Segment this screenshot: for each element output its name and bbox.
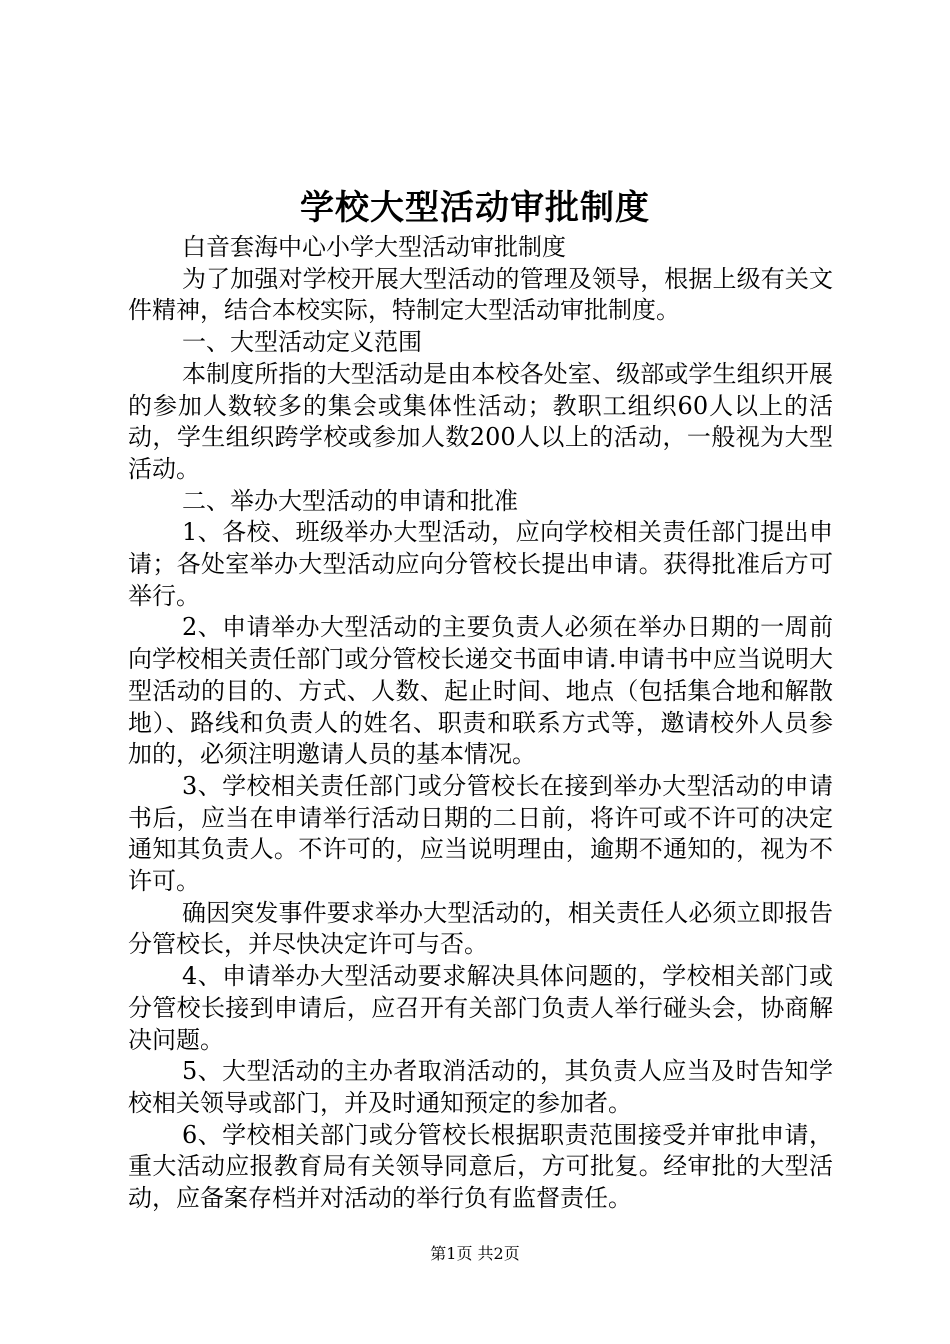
paragraph-rule-1: 1、各校、班级举办大型活动，应向学校相关责任部门提出申请；各处室举办大型活动应向分管校长提出申请。获得批准后方可举行。 bbox=[128, 518, 833, 610]
document-title: 学校大型活动审批制度 bbox=[300, 188, 650, 228]
paragraph-rule-6: 6、学校相关部门或分管校长根据职责范围接受并审批申请，重大活动应报教育局有关领导同意后，方可批复。经审批的大型活动，应备案存档并对活动的举行负有监督责任。 bbox=[128, 1120, 833, 1213]
paragraph-school-name: 白音套海中心小学大型活动审批制度 bbox=[182, 233, 566, 261]
paragraph-rule-2: 2、申请举办大型活动的主要负责人必须在举办日期的一周前向学校相关责任部门或分管校长递交书面申请.申请书中应当说明大型活动的目的、方式、人数、起止时间、地点（包括集合地和解散地）、路线和负责人的姓名、职责和联系方式等，邀请校外人员参加的，必须注明邀请人员的基本情况。 bbox=[128, 613, 833, 769]
document-body bbox=[128, 232, 833, 1215]
paragraph-definition: 本制度所指的大型活动是由本校各处室、级部或学生组织开展的参加人数较多的集会或集体性活动；教职工组织60人以上的活动，学生组织跨学校或参加人数200人以上的活动，一般视为大型活动。 bbox=[128, 359, 833, 483]
paragraph-emergency: 确因突发事件要求举办大型活动的，相关责任人必须立即报告分管校长，并尽快决定许可与否。 bbox=[128, 898, 833, 959]
paragraph-rule-4: 4、申请举办大型活动要求解决具体问题的，学校相关部门或分管校长接到申请后，应召开有关部门负责人举行碰头会，协商解决问题。 bbox=[128, 962, 833, 1054]
paragraph-rule-5: 5、大型活动的主办者取消活动的，其负责人应当及时告知学校相关领导或部门，并及时通知预定的参加者。 bbox=[128, 1057, 833, 1117]
section-heading-definition: 一、大型活动定义范围 bbox=[182, 328, 422, 357]
section-heading-application: 二、举办大型活动的申请和批准 bbox=[182, 486, 518, 515]
paragraph-intro: 为了加强对学校开展大型活动的管理及领导，根据上级有关文件精神，结合本校实际，特制定大型活动审批制度。 bbox=[128, 264, 833, 325]
paragraph-rule-3: 3、学校相关责任部门或分管校长在接到举办大型活动的申请书后，应当在申请举行活动日期的二日前，将许可或不许可的决定通知其负责人。不许可的，应当说明理由，逾期不通知的，视为不许可。 bbox=[128, 771, 833, 896]
page-number-footer: 第1页 共2页 bbox=[430, 1244, 520, 1263]
